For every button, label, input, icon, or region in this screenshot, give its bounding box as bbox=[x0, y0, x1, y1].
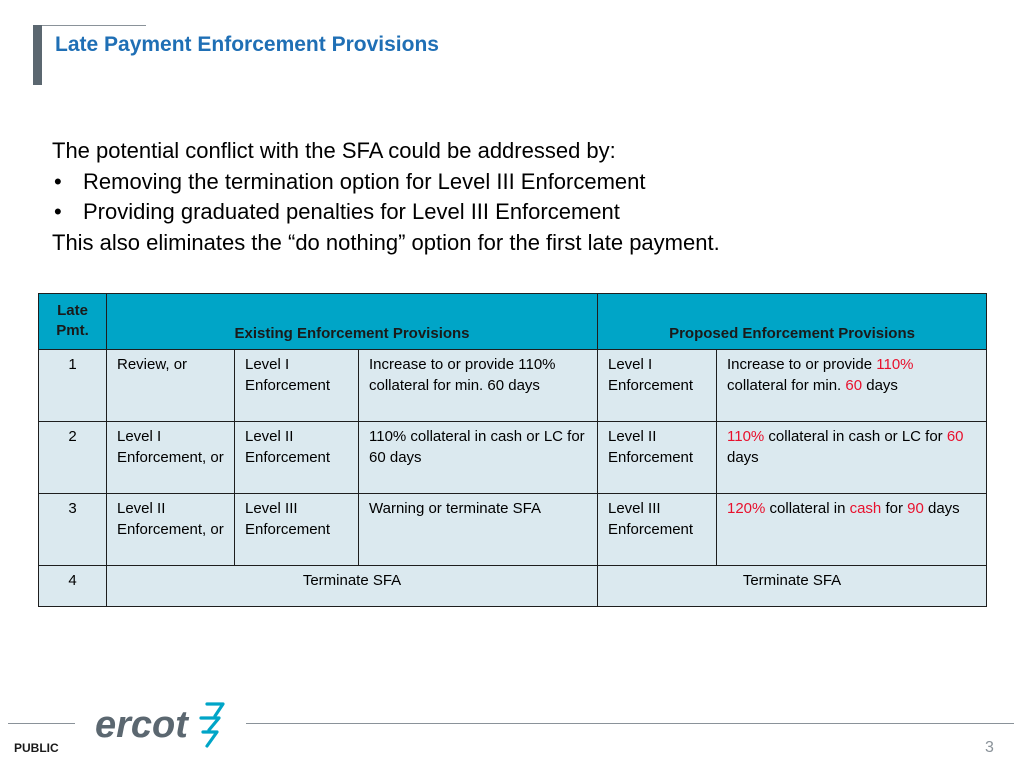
bullet-list bbox=[52, 167, 972, 228]
table-row bbox=[39, 350, 987, 422]
late-pmt-number: 2 bbox=[39, 422, 107, 494]
proposed-level-cell: Level II Enforcement bbox=[598, 422, 717, 494]
page-number: 3 bbox=[985, 739, 994, 756]
proposed-provisions-header: Proposed Enforcement Provisions bbox=[598, 294, 987, 350]
proposed-merged-cell: Terminate SFA bbox=[598, 566, 987, 607]
proposed-requirement-cell: Increase to or provide 110% collateral for min. 60 days bbox=[717, 350, 987, 422]
existing-requirement-cell: Warning or terminate SFA bbox=[359, 494, 598, 566]
prior-action-cell: Review, or bbox=[107, 350, 235, 422]
intro-line: The potential conflict with the SFA could be addressed by: bbox=[52, 138, 616, 163]
existing-level-cell: Level II Enforcement bbox=[235, 422, 359, 494]
prior-action-cell: Level I Enforcement, or bbox=[107, 422, 235, 494]
enforcement-provisions-table bbox=[38, 293, 987, 607]
proposed-level-cell: Level III Enforcement bbox=[598, 494, 717, 566]
proposed-requirement-cell: 110% collateral in cash or LC for 60 days bbox=[717, 422, 987, 494]
proposed-level-cell: Level I Enforcement bbox=[598, 350, 717, 422]
footer-rule-right bbox=[246, 723, 1014, 724]
existing-provisions-header: Existing Enforcement Provisions bbox=[107, 294, 598, 350]
existing-merged-cell: Terminate SFA bbox=[107, 566, 598, 607]
proposed-requirement-cell: 120% collateral in cash for 90 days bbox=[717, 494, 987, 566]
lightning-mark-icon bbox=[201, 704, 223, 746]
bullet-item: • Removing the termination option for Level III Enforcement bbox=[52, 167, 972, 198]
intro-text-block bbox=[52, 136, 972, 258]
bullet-item: • Providing graduated penalties for Level III Enforcement bbox=[52, 197, 972, 228]
closing-line: This also eliminates the “do nothing” option for the first late payment. bbox=[52, 229, 720, 255]
existing-level-cell: Level III Enforcement bbox=[235, 494, 359, 566]
existing-level-cell: Level I Enforcement bbox=[235, 350, 359, 422]
late-pmt-number: 4 bbox=[39, 566, 107, 607]
bullet-glyph: • bbox=[54, 168, 62, 194]
classification-label: PUBLIC bbox=[14, 741, 59, 755]
footer-rule-left bbox=[8, 723, 75, 724]
existing-requirement-cell: 110% collateral in cash or LC for 60 days bbox=[359, 422, 598, 494]
table-header-row bbox=[39, 294, 987, 350]
bullet-glyph: • bbox=[54, 199, 62, 224]
table-row bbox=[39, 566, 987, 607]
table-row bbox=[39, 494, 987, 566]
existing-requirement-cell: Increase to or provide 110% collateral for min. 60 days bbox=[359, 350, 598, 422]
ercot-logo bbox=[95, 700, 227, 750]
late-pmt-number: 3 bbox=[39, 494, 107, 566]
title-accent-bar bbox=[33, 25, 42, 85]
title-rule bbox=[42, 25, 146, 26]
prior-action-cell: Level II Enforcement, or bbox=[107, 494, 235, 566]
slide-title: Late Payment Enforcement Provisions bbox=[55, 33, 439, 56]
table-row bbox=[39, 422, 987, 494]
late-pmt-number: 1 bbox=[39, 350, 107, 422]
ercot-logo-wordmark: ercot bbox=[95, 704, 188, 746]
late-pmt-header: Late Pmt. bbox=[39, 294, 107, 350]
